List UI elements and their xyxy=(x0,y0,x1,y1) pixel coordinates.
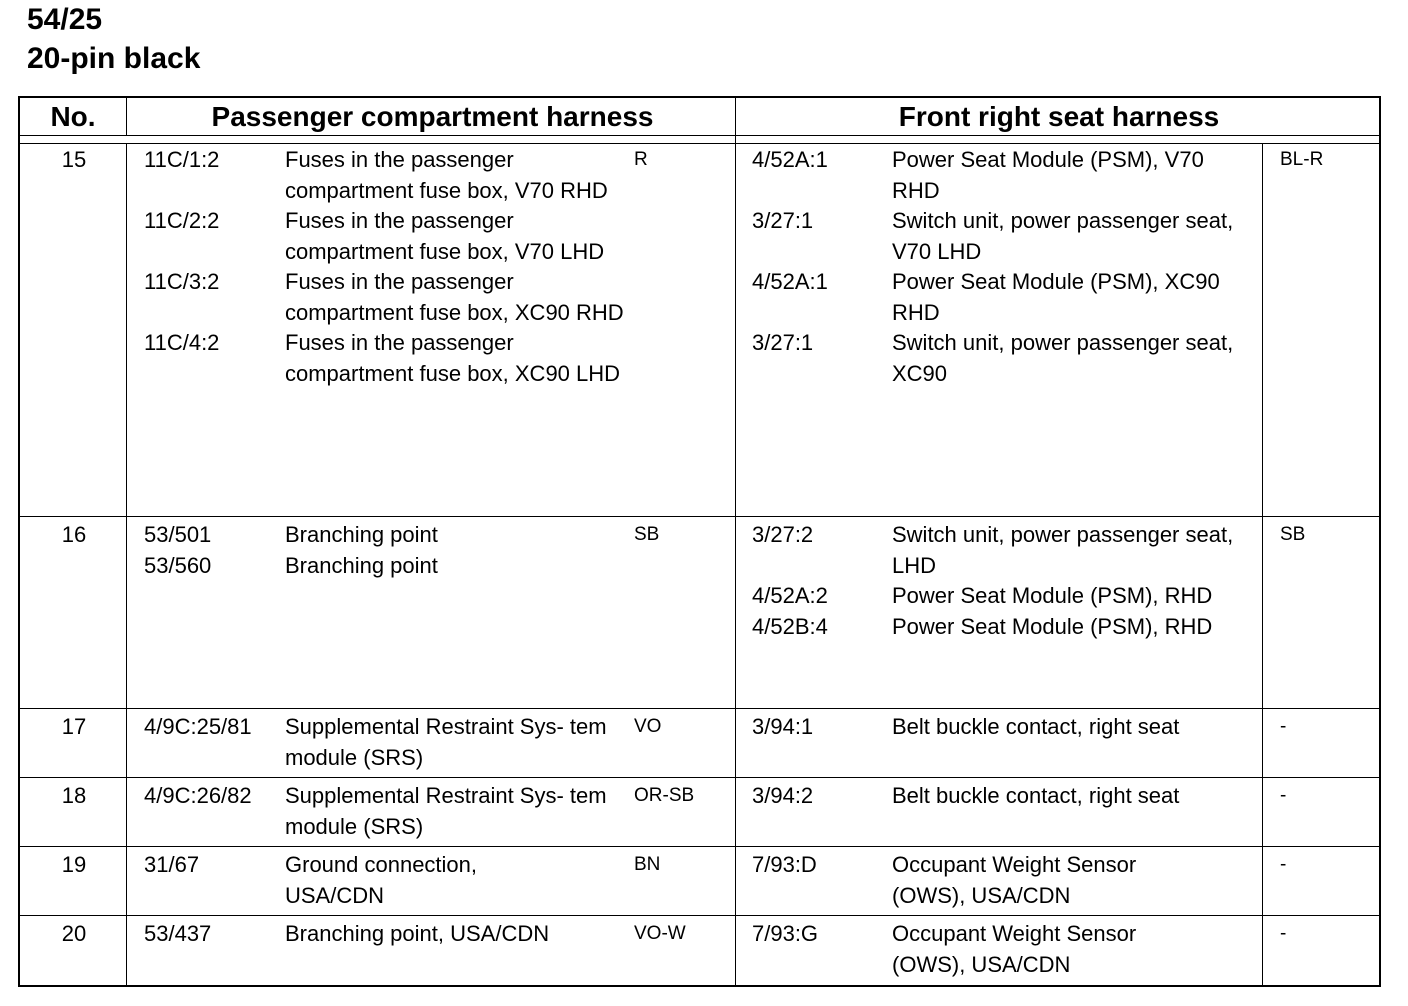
connection-description: Occupant Weight Sensor (OWS), USA/CDN xyxy=(892,921,1137,977)
connection-description: Supplemental Restraint Sys- tem module (SRS) xyxy=(285,714,607,770)
wire-color: VO-W xyxy=(634,923,686,944)
wire-color: SB xyxy=(634,524,660,545)
connection-code: 53/501 xyxy=(144,522,212,547)
connection-entry xyxy=(144,781,624,842)
row-divider xyxy=(20,915,1379,916)
pin-number: 17 xyxy=(61,714,87,739)
pin-number: 19 xyxy=(61,852,87,877)
pin-number: 20 xyxy=(61,921,87,946)
connection-code: 3/27:1 xyxy=(752,330,814,355)
wire-color: R xyxy=(634,149,648,170)
connection-code: 11C/3:2 xyxy=(144,269,220,294)
connection-code: 4/52A:2 xyxy=(752,583,828,608)
connection-entry xyxy=(752,581,1248,612)
connection-entry xyxy=(144,520,624,551)
connection-entry xyxy=(752,267,1248,328)
connection-code: 53/437 xyxy=(144,921,212,946)
connection-code: 7/93:G xyxy=(752,921,819,946)
column-header-no: No. xyxy=(50,101,96,132)
connection-entry xyxy=(752,712,1248,743)
connection-description: Power Seat Module (PSM), XC90 RHD xyxy=(892,269,1220,325)
wire-color: - xyxy=(1280,716,1287,737)
connection-entry xyxy=(752,919,1248,980)
column-divider xyxy=(735,98,736,985)
connection-description: Supplemental Restraint Sys- tem module (SRS) xyxy=(285,783,607,839)
connection-entry xyxy=(144,850,624,911)
wire-color: - xyxy=(1280,854,1287,875)
header-rule-top xyxy=(20,135,1379,136)
connection-description: Ground connection, USA/CDN xyxy=(285,852,478,908)
wire-color: BN xyxy=(634,854,661,875)
left-connections xyxy=(144,781,624,842)
connection-entry xyxy=(144,267,624,328)
connection-description: Belt buckle contact, right seat xyxy=(892,714,1180,739)
connection-code: 4/9C:25/81 xyxy=(144,714,252,739)
pin-number: 16 xyxy=(61,522,87,547)
right-connections xyxy=(752,520,1248,642)
connection-description: Power Seat Module (PSM), RHD xyxy=(892,613,1213,639)
wire-color: BL-R xyxy=(1280,149,1324,170)
connection-description: Switch unit, power passenger seat, XC90 xyxy=(892,330,1234,386)
right-connections xyxy=(752,850,1248,911)
connection-description: Fuses in the passenger compartment fuse box, V70 LHD xyxy=(285,208,605,264)
connection-entry xyxy=(752,520,1248,581)
wire-color: VO xyxy=(634,716,662,737)
connection-entry xyxy=(144,206,624,267)
row-divider xyxy=(20,708,1379,709)
column-divider xyxy=(126,98,127,135)
connection-code: 31/67 xyxy=(144,852,200,877)
column-header-passenger-harness: Passenger compartment harness xyxy=(211,101,654,132)
connection-entry xyxy=(144,551,624,582)
connection-entry xyxy=(144,919,624,950)
connection-entry xyxy=(144,712,624,773)
connection-description: Fuses in the passenger compartment fuse box, XC90 LHD xyxy=(285,330,621,386)
connection-code: 4/52A:1 xyxy=(752,147,828,172)
connection-description: Fuses in the passenger compartment fuse box, XC90 RHD xyxy=(285,269,624,325)
pin-number: 18 xyxy=(61,783,87,808)
wire-color: OR-SB xyxy=(634,785,695,806)
connector-description: 20-pin black xyxy=(27,42,201,75)
connection-entry xyxy=(752,206,1248,267)
column-header-seat-harness: Front right seat harness xyxy=(898,101,1220,132)
connection-code: 4/52B:4 xyxy=(752,613,828,639)
wire-color: - xyxy=(1280,785,1287,806)
right-connections xyxy=(752,712,1248,743)
header-rule-bottom xyxy=(20,143,1379,144)
connection-description: Belt buckle contact, right seat xyxy=(892,783,1180,808)
connection-description: Branching point, USA/CDN xyxy=(285,921,550,946)
left-connections xyxy=(144,919,624,950)
wire-color: - xyxy=(1280,923,1287,944)
connection-code: 3/27:1 xyxy=(752,208,814,233)
connection-entry xyxy=(752,145,1248,206)
right-connections xyxy=(752,145,1248,389)
right-connections xyxy=(752,919,1248,980)
connection-description: Occupant Weight Sensor (OWS), USA/CDN xyxy=(892,852,1137,908)
connection-entry xyxy=(752,781,1248,812)
wire-color: SB xyxy=(1280,524,1306,545)
left-connections xyxy=(144,520,624,581)
connection-code: 11C/1:2 xyxy=(144,147,220,172)
connection-entry xyxy=(752,612,1248,643)
connection-code: 7/93:D xyxy=(752,852,817,877)
connection-description: Switch unit, power passenger seat, LHD xyxy=(892,522,1234,578)
connection-description: Branching point xyxy=(285,552,438,578)
right-connections xyxy=(752,781,1248,812)
column-divider xyxy=(1262,143,1263,985)
row-divider xyxy=(20,516,1379,517)
connection-code: 11C/4:2 xyxy=(144,330,220,355)
pinout-table xyxy=(18,96,1381,987)
connection-entry xyxy=(144,328,624,389)
connection-code: 11C/2:2 xyxy=(144,208,220,233)
connector-number: 54/25 xyxy=(27,3,103,36)
left-connections xyxy=(144,850,624,911)
connection-entry xyxy=(752,850,1248,911)
connection-description: Power Seat Module (PSM), V70 RHD xyxy=(892,147,1204,203)
connection-description: Power Seat Module (PSM), RHD xyxy=(892,583,1213,608)
connection-description: Branching point xyxy=(285,522,438,547)
connection-code: 53/560 xyxy=(144,552,212,578)
connection-code: 4/9C:26/82 xyxy=(144,783,252,808)
left-connections xyxy=(144,145,624,389)
connection-code: 4/52A:1 xyxy=(752,269,828,294)
pin-number: 15 xyxy=(61,147,87,172)
row-divider xyxy=(20,777,1379,778)
connection-code: 3/94:1 xyxy=(752,714,814,739)
connection-entry xyxy=(144,145,624,206)
connection-code: 3/94:2 xyxy=(752,783,814,808)
connection-code: 3/27:2 xyxy=(752,522,814,547)
row-divider xyxy=(20,846,1379,847)
connection-description: Switch unit, power passenger seat, V70 LHD xyxy=(892,208,1234,264)
connection-entry xyxy=(752,328,1248,389)
left-connections xyxy=(144,712,624,773)
connection-description: Fuses in the passenger compartment fuse box, V70 RHD xyxy=(285,147,608,203)
